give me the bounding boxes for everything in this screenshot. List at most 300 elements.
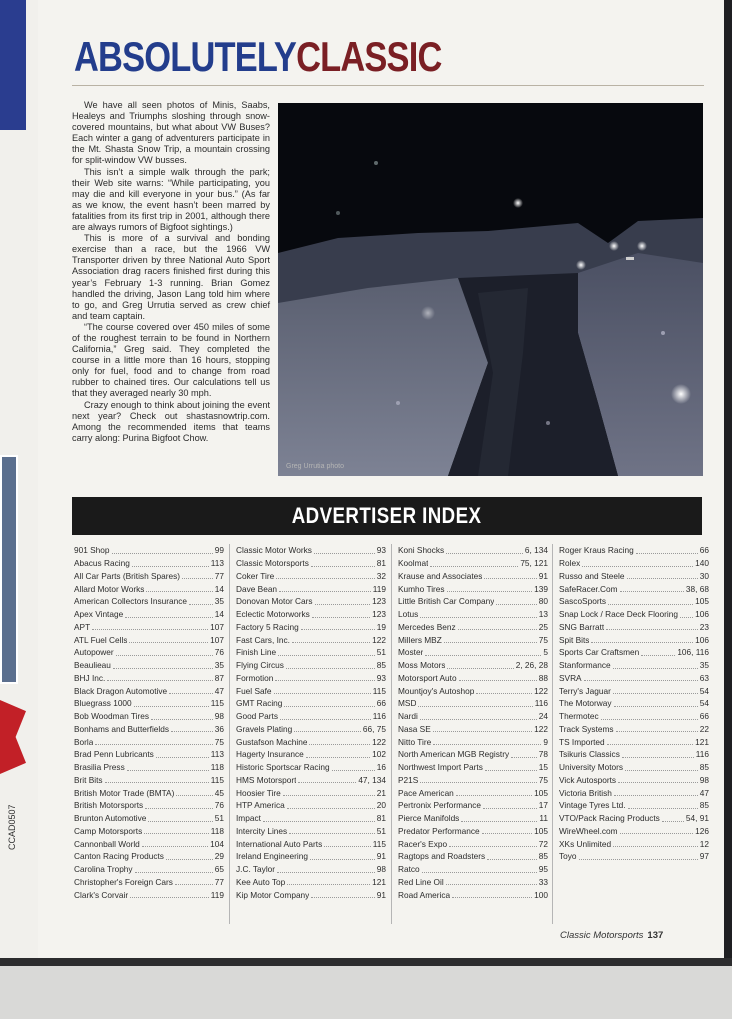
advertiser-entry bbox=[559, 646, 709, 659]
advertiser-entry bbox=[74, 761, 224, 774]
advertiser-page: 107 bbox=[210, 634, 224, 645]
advertiser-entry bbox=[236, 697, 386, 710]
advertiser-name: Mercedes Benz bbox=[398, 621, 456, 632]
dot-leader bbox=[169, 687, 213, 694]
dot-leader bbox=[483, 802, 537, 809]
advertiser-entry bbox=[398, 786, 548, 799]
advertiser-page: 24 bbox=[538, 711, 548, 722]
advertiser-entry bbox=[559, 633, 709, 646]
advertiser-name: Bonhams and Butterfields bbox=[74, 723, 170, 734]
advertiser-entry bbox=[559, 595, 709, 608]
advertiser-page: 95 bbox=[538, 864, 548, 875]
article-paragraph: We have all seen photos of Minis, Saabs, Healeys and Triumphs sloshing through snow-covered mountains, but what about VW Buses? Each winter a gang of adventurers participate in the Mt. Shasta Snow Trip, a mountain crossing for split-window VW busses. bbox=[72, 100, 270, 166]
advertiser-entry bbox=[74, 646, 224, 659]
dot-leader bbox=[292, 636, 370, 643]
advertiser-entry bbox=[398, 672, 548, 685]
advertiser-entry bbox=[559, 761, 709, 774]
dot-leader bbox=[606, 623, 698, 630]
dot-leader bbox=[129, 636, 208, 643]
advertiser-name: Kumho Tires bbox=[398, 583, 445, 594]
advertiser-entry bbox=[398, 595, 548, 608]
advertiser-column-4 bbox=[559, 544, 709, 863]
advertiser-entry bbox=[398, 608, 548, 621]
advertiser-entry bbox=[398, 888, 548, 901]
advertiser-page: 47 bbox=[214, 685, 224, 696]
advertiser-entry bbox=[236, 850, 386, 863]
section-title bbox=[74, 33, 442, 81]
advertiser-entry bbox=[398, 710, 548, 723]
advertiser-entry bbox=[398, 582, 548, 595]
advertiser-entry bbox=[398, 774, 548, 787]
advertiser-entry bbox=[559, 799, 709, 812]
advertiser-entry bbox=[559, 608, 709, 621]
advertiser-entry bbox=[74, 876, 224, 889]
advertiser-page: 93 bbox=[376, 545, 386, 556]
advertiser-name: Black Dragon Automotive bbox=[74, 685, 168, 696]
advertiser-entry bbox=[559, 748, 709, 761]
advertiser-page: 87 bbox=[214, 672, 224, 683]
advertiser-entry bbox=[559, 825, 709, 838]
advertiser-page: 51 bbox=[376, 825, 386, 836]
advertiser-name: Vick Autosports bbox=[559, 774, 617, 785]
advertiser-entry bbox=[74, 799, 224, 812]
advertiser-page: 5 bbox=[543, 647, 548, 658]
dot-leader bbox=[613, 687, 698, 694]
advertiser-name: Abacus Racing bbox=[74, 558, 130, 569]
dot-leader bbox=[125, 611, 213, 618]
advertiser-page: 121 bbox=[695, 736, 709, 747]
dot-leader bbox=[662, 815, 684, 822]
advertiser-name: 901 Shop bbox=[74, 545, 110, 556]
dot-leader bbox=[582, 560, 693, 567]
advertiser-name: Christopher's Foreign Cars bbox=[74, 876, 173, 887]
dot-leader bbox=[618, 776, 698, 783]
advertiser-name: Spit Bits bbox=[559, 634, 590, 645]
advertiser-entry bbox=[74, 570, 224, 583]
advertiser-page: 66 bbox=[699, 545, 709, 556]
advertiser-name: SVRA bbox=[559, 672, 582, 683]
advertiser-entry bbox=[236, 595, 386, 608]
advertiser-page: 98 bbox=[214, 711, 224, 722]
dot-leader bbox=[182, 572, 213, 579]
dot-leader bbox=[511, 751, 537, 758]
advertiser-entry bbox=[559, 544, 709, 557]
advertiser-page: 75, 121 bbox=[520, 558, 548, 569]
advertiser-entry bbox=[236, 799, 386, 812]
advertiser-name: Hoosier Tire bbox=[236, 787, 281, 798]
advertiser-name: Koni Shocks bbox=[398, 545, 445, 556]
dot-leader bbox=[449, 840, 537, 847]
dot-leader bbox=[482, 827, 533, 834]
advertiser-page: 16 bbox=[376, 762, 386, 773]
dot-leader bbox=[607, 738, 694, 745]
advertiser-name: Bluegrass 1000 bbox=[74, 698, 132, 709]
dot-leader bbox=[315, 598, 371, 605]
advertiser-name: Autopower bbox=[74, 647, 114, 658]
advertiser-entry bbox=[398, 799, 548, 812]
advertiser-name: Camp Motorsports bbox=[74, 825, 143, 836]
advertiser-name: Eclectic Motorworks bbox=[236, 609, 310, 620]
advertiser-entry bbox=[398, 723, 548, 736]
dot-leader bbox=[279, 585, 371, 592]
advertiser-entry bbox=[74, 608, 224, 621]
advertiser-page: 2, 26, 28 bbox=[515, 660, 548, 671]
advertiser-entry bbox=[398, 646, 548, 659]
dot-leader bbox=[287, 878, 370, 885]
advertiser-name: Road America bbox=[398, 889, 451, 900]
dot-leader bbox=[176, 789, 212, 796]
dot-leader bbox=[276, 572, 374, 579]
advertiser-name: Fuel Safe bbox=[236, 685, 272, 696]
advertiser-page: 77 bbox=[214, 570, 224, 581]
advertiser-entry bbox=[236, 761, 386, 774]
advertiser-name: SNG Barratt bbox=[559, 621, 605, 632]
advertiser-page: 45 bbox=[214, 787, 224, 798]
advertiser-name: Motorsport Auto bbox=[398, 672, 457, 683]
advertiser-page: 54, 91 bbox=[685, 813, 709, 824]
advertiser-name: Kip Motor Company bbox=[236, 889, 310, 900]
dot-leader bbox=[280, 713, 371, 720]
advertiser-entry bbox=[74, 850, 224, 863]
advertiser-page: 123 bbox=[372, 609, 386, 620]
page-number: 137 bbox=[647, 930, 664, 941]
section-title-part1: ABSOLUTELY bbox=[74, 33, 297, 80]
dot-leader bbox=[130, 891, 209, 898]
dot-leader bbox=[283, 789, 375, 796]
advertiser-page: 19 bbox=[376, 621, 386, 632]
side-code: CCAD0507 bbox=[7, 804, 17, 850]
dot-leader bbox=[476, 687, 532, 694]
advertiser-entry bbox=[236, 646, 386, 659]
advertiser-name: Toyo bbox=[559, 851, 577, 862]
section-title-part2: CLASSIC bbox=[296, 33, 442, 80]
dot-leader bbox=[278, 649, 375, 656]
advertiser-name: Snap Lock / Race Deck Flooring bbox=[559, 609, 678, 620]
advertiser-entry bbox=[236, 825, 386, 838]
advertiser-page: 106, 116 bbox=[677, 647, 709, 658]
advertiser-name: Vintage Tyres Ltd. bbox=[559, 800, 626, 811]
advertiser-name: APT bbox=[74, 621, 91, 632]
advertiser-entry bbox=[398, 876, 548, 889]
advertiser-entry bbox=[236, 570, 386, 583]
adjacent-page-red-burst bbox=[0, 700, 26, 774]
advertiser-page: 106 bbox=[695, 609, 709, 620]
advertiser-name: SascoSports bbox=[559, 596, 607, 607]
advertiser-page: 20 bbox=[376, 800, 386, 811]
dot-leader bbox=[584, 674, 698, 681]
advertiser-index-header bbox=[72, 497, 702, 535]
advertiser-name: Gravels Plating bbox=[236, 723, 293, 734]
advertiser-page: 122 bbox=[534, 723, 548, 734]
advertiser-page: 115 bbox=[210, 774, 224, 785]
advertiser-entry bbox=[559, 570, 709, 583]
advertiser-name: HTP America bbox=[236, 800, 285, 811]
article-paragraph: Crazy enough to think about joining the event next year? Check out shastasnowtrip.com. Among the recommended items that teams carry along: Purina Bigfoot Chow. bbox=[72, 399, 270, 443]
dot-leader bbox=[430, 560, 518, 567]
advertiser-page: 104 bbox=[210, 838, 224, 849]
dot-leader bbox=[166, 853, 213, 860]
advertiser-entry bbox=[74, 672, 224, 685]
advertiser-name: Terry's Jaguar bbox=[559, 685, 611, 696]
dot-leader bbox=[175, 878, 213, 885]
advertiser-name: SafeRacer.Com bbox=[559, 583, 618, 594]
dot-leader bbox=[613, 662, 698, 669]
dot-leader bbox=[458, 623, 537, 630]
advertiser-name: Cannonball World bbox=[74, 838, 140, 849]
dot-leader bbox=[142, 840, 208, 847]
advertiser-entry bbox=[74, 710, 224, 723]
advertiser-page: 107 bbox=[210, 621, 224, 632]
dot-leader bbox=[485, 764, 537, 771]
dot-leader bbox=[92, 623, 208, 630]
advertiser-page: 13 bbox=[538, 609, 548, 620]
advertiser-entry bbox=[398, 825, 548, 838]
dot-leader bbox=[314, 547, 375, 554]
article-body bbox=[72, 100, 270, 444]
advertiser-name: Nitto Tire bbox=[398, 736, 432, 747]
dot-leader bbox=[433, 725, 532, 732]
dot-leader bbox=[614, 700, 698, 707]
column-divider bbox=[552, 544, 553, 924]
advertiser-page: 122 bbox=[372, 634, 386, 645]
advertiser-page: 17 bbox=[538, 800, 548, 811]
advertiser-page: 118 bbox=[210, 762, 224, 773]
dot-leader bbox=[425, 649, 541, 656]
dot-leader bbox=[496, 598, 536, 605]
advertiser-entry bbox=[74, 557, 224, 570]
dot-leader bbox=[613, 840, 698, 847]
advertiser-page: 85 bbox=[538, 851, 548, 862]
advertiser-entry bbox=[236, 672, 386, 685]
advertiser-entry bbox=[236, 608, 386, 621]
advertiser-page: 6, 134 bbox=[524, 545, 548, 556]
advertiser-entry bbox=[398, 684, 548, 697]
advertiser-page: 30 bbox=[699, 570, 709, 581]
dot-leader bbox=[620, 585, 684, 592]
advertiser-entry bbox=[236, 544, 386, 557]
advertiser-name: British Motor Trade (BMTA) bbox=[74, 787, 175, 798]
dot-leader bbox=[107, 674, 212, 681]
advertiser-page: 85 bbox=[699, 800, 709, 811]
advertiser-entry bbox=[398, 748, 548, 761]
advertiser-entry bbox=[74, 735, 224, 748]
advertiser-name: Classic Motorsports bbox=[236, 558, 309, 569]
dot-leader bbox=[641, 649, 675, 656]
advertiser-entry bbox=[236, 633, 386, 646]
advertiser-entry bbox=[398, 659, 548, 672]
advertiser-name: Pace American bbox=[398, 787, 454, 798]
dot-leader bbox=[627, 572, 698, 579]
dot-leader bbox=[311, 560, 375, 567]
advertiser-page: 47 bbox=[699, 787, 709, 798]
advertiser-name: GMT Racing bbox=[236, 698, 283, 709]
advertiser-name: Intercity Lines bbox=[236, 825, 288, 836]
advertiser-name: Stanformance bbox=[559, 660, 611, 671]
advertiser-name: Historic Sportscar Racing bbox=[236, 762, 330, 773]
dot-leader bbox=[95, 738, 212, 745]
dot-leader bbox=[127, 764, 209, 771]
advertiser-name: Northwest Import Parts bbox=[398, 762, 483, 773]
advertiser-entry bbox=[74, 863, 224, 876]
dot-leader bbox=[625, 764, 698, 771]
advertiser-page: 29 bbox=[214, 851, 224, 862]
advertiser-name: Tsikuris Classics bbox=[559, 749, 620, 760]
advertiser-page: 9 bbox=[543, 736, 548, 747]
advertiser-name: Beaulieau bbox=[74, 660, 111, 671]
advertiser-entry bbox=[236, 684, 386, 697]
advertiser-page: 122 bbox=[534, 685, 548, 696]
advertiser-entry bbox=[559, 710, 709, 723]
advertiser-page: 116 bbox=[695, 749, 709, 760]
advertiser-entry bbox=[559, 672, 709, 685]
dot-leader bbox=[484, 572, 536, 579]
advertiser-page: 35 bbox=[699, 660, 709, 671]
advertiser-entry bbox=[559, 659, 709, 672]
dot-leader bbox=[148, 815, 212, 822]
dot-leader bbox=[420, 776, 536, 783]
advertiser-name: American Collectors Insurance bbox=[74, 596, 187, 607]
advertiser-page: 23 bbox=[699, 621, 709, 632]
dot-leader bbox=[418, 700, 532, 707]
advertiser-name: VTO/Pack Racing Products bbox=[559, 813, 660, 824]
advertiser-entry bbox=[74, 837, 224, 850]
advertiser-page: 119 bbox=[210, 889, 224, 900]
advertiser-page: 118 bbox=[210, 825, 224, 836]
advertiser-entry bbox=[236, 812, 386, 825]
advertiser-name: Millers MBZ bbox=[398, 634, 442, 645]
advertiser-page: 106 bbox=[695, 634, 709, 645]
advertiser-page: 75 bbox=[214, 736, 224, 747]
advertiser-page: 91 bbox=[538, 570, 548, 581]
advertiser-name: Racer's Expo bbox=[398, 838, 448, 849]
advertiser-page: 51 bbox=[376, 647, 386, 658]
advertiser-page: 115 bbox=[372, 685, 386, 696]
advertiser-page: 105 bbox=[534, 825, 548, 836]
advertiser-name: North American MGB Registry bbox=[398, 749, 510, 760]
advertiser-name: J.C. Taylor bbox=[236, 864, 276, 875]
dot-leader bbox=[156, 751, 209, 758]
advertiser-page: 11 bbox=[539, 813, 548, 824]
advertiser-page: 78 bbox=[538, 749, 548, 760]
advertiser-name: Classic Motor Works bbox=[236, 545, 312, 556]
advertiser-name: Sports Car Craftsmen bbox=[559, 647, 640, 658]
advertiser-entry bbox=[74, 697, 224, 710]
advertiser-entry bbox=[236, 557, 386, 570]
dot-leader bbox=[680, 611, 693, 618]
dot-leader bbox=[456, 789, 532, 796]
dot-leader bbox=[171, 725, 213, 732]
advertiser-entry bbox=[398, 570, 548, 583]
dot-leader bbox=[275, 674, 374, 681]
advertiser-entry bbox=[236, 786, 386, 799]
advertiser-name: Clark's Corvair bbox=[74, 889, 129, 900]
dot-leader bbox=[636, 547, 698, 554]
dot-leader bbox=[284, 700, 374, 707]
scanner-bottom-strip bbox=[0, 958, 732, 1019]
advertiser-page: 63 bbox=[699, 672, 709, 683]
advertiser-name: P21S bbox=[398, 774, 419, 785]
advertiser-page: 116 bbox=[534, 698, 548, 709]
advertiser-page: 33 bbox=[538, 876, 548, 887]
advertiser-name: Gustafson Machine bbox=[236, 736, 308, 747]
page-footer bbox=[560, 930, 663, 941]
advertiser-name: The Motorway bbox=[559, 698, 612, 709]
advertiser-entry bbox=[398, 761, 548, 774]
advertiser-entry bbox=[398, 812, 548, 825]
advertiser-page: 35 bbox=[214, 596, 224, 607]
advertiser-page: 91 bbox=[376, 851, 386, 862]
advertiser-name: Red Line Oil bbox=[398, 876, 444, 887]
dot-leader bbox=[420, 611, 536, 618]
advertiser-page: 72 bbox=[538, 838, 548, 849]
advertiser-page: 105 bbox=[534, 787, 548, 798]
advertiser-name: Pierce Manifolds bbox=[398, 813, 460, 824]
advertiser-entry bbox=[74, 888, 224, 901]
dot-leader bbox=[579, 853, 698, 860]
advertiser-name: Finish Line bbox=[236, 647, 277, 658]
advertiser-page: 76 bbox=[214, 800, 224, 811]
advertiser-name: Flying Circus bbox=[236, 660, 284, 671]
dot-leader bbox=[608, 598, 693, 605]
column-divider bbox=[229, 544, 230, 924]
article-paragraph: “The course covered over 450 miles of some of the roughest terrain to be found in Northern California,” Greg said. They completed the course in a little more than 16 hours, stopping only for fuel, food and to change from road rubber to chained tires. Our calculations tell us that they averaged nearly 30 mph. bbox=[72, 321, 270, 399]
advertiser-name: Krause and Associates bbox=[398, 570, 483, 581]
advertiser-entry bbox=[398, 735, 548, 748]
advertiser-page: 25 bbox=[538, 621, 548, 632]
article-paragraph: This isn’t a simple walk through the park; their Web site warns: “While participating, you may die and kill everyone in your bus.” (As far as we know, the event hasn’t been marred by fatalities from its first trip in 2001, although there are always rumors of Bigfoot sightings.) bbox=[72, 166, 270, 233]
advertiser-name: British Motorsports bbox=[74, 800, 144, 811]
advertiser-entry bbox=[559, 697, 709, 710]
dot-leader bbox=[144, 827, 209, 834]
dot-leader bbox=[452, 891, 532, 898]
advertiser-name: Ratco bbox=[398, 864, 420, 875]
advertiser-name: XKs Unlimited bbox=[559, 838, 612, 849]
advertiser-name: Nasa SE bbox=[398, 723, 431, 734]
advertiser-page: 121 bbox=[372, 876, 386, 887]
advertiser-entry bbox=[74, 621, 224, 634]
dot-leader bbox=[591, 636, 693, 643]
advertiser-page: 65 bbox=[214, 864, 224, 875]
dot-leader bbox=[289, 827, 375, 834]
advertiser-name: Russo and Steele bbox=[559, 570, 625, 581]
advertiser-entry bbox=[236, 582, 386, 595]
advertiser-name: Fast Cars, Inc. bbox=[236, 634, 290, 645]
advertiser-page: 77 bbox=[214, 876, 224, 887]
adjacent-page-thumbnail bbox=[0, 455, 18, 684]
advertiser-page: 81 bbox=[376, 813, 386, 824]
advertiser-page: 105 bbox=[695, 596, 709, 607]
night-snow-road-image bbox=[278, 103, 703, 476]
advertiser-page: 116 bbox=[372, 711, 386, 722]
advertiser-page: 51 bbox=[214, 813, 224, 824]
dot-leader bbox=[116, 649, 213, 656]
advertiser-name: Coker Tire bbox=[236, 570, 275, 581]
advertiser-page: 126 bbox=[695, 825, 709, 836]
advertiser-page: 123 bbox=[372, 596, 386, 607]
advertiser-index-title: ADVERTISER INDEX bbox=[292, 503, 482, 528]
advertiser-page: 115 bbox=[210, 698, 224, 709]
advertiser-page: 97 bbox=[699, 851, 709, 862]
dot-leader bbox=[620, 827, 694, 834]
advertiser-name: Ireland Engineering bbox=[236, 851, 308, 862]
advertiser-name: University Motors bbox=[559, 762, 624, 773]
advertiser-entry bbox=[398, 621, 548, 634]
advertiser-entry bbox=[559, 774, 709, 787]
advertiser-entry bbox=[559, 837, 709, 850]
dot-leader bbox=[324, 840, 371, 847]
advertiser-page: 98 bbox=[699, 774, 709, 785]
dot-leader bbox=[298, 776, 356, 783]
